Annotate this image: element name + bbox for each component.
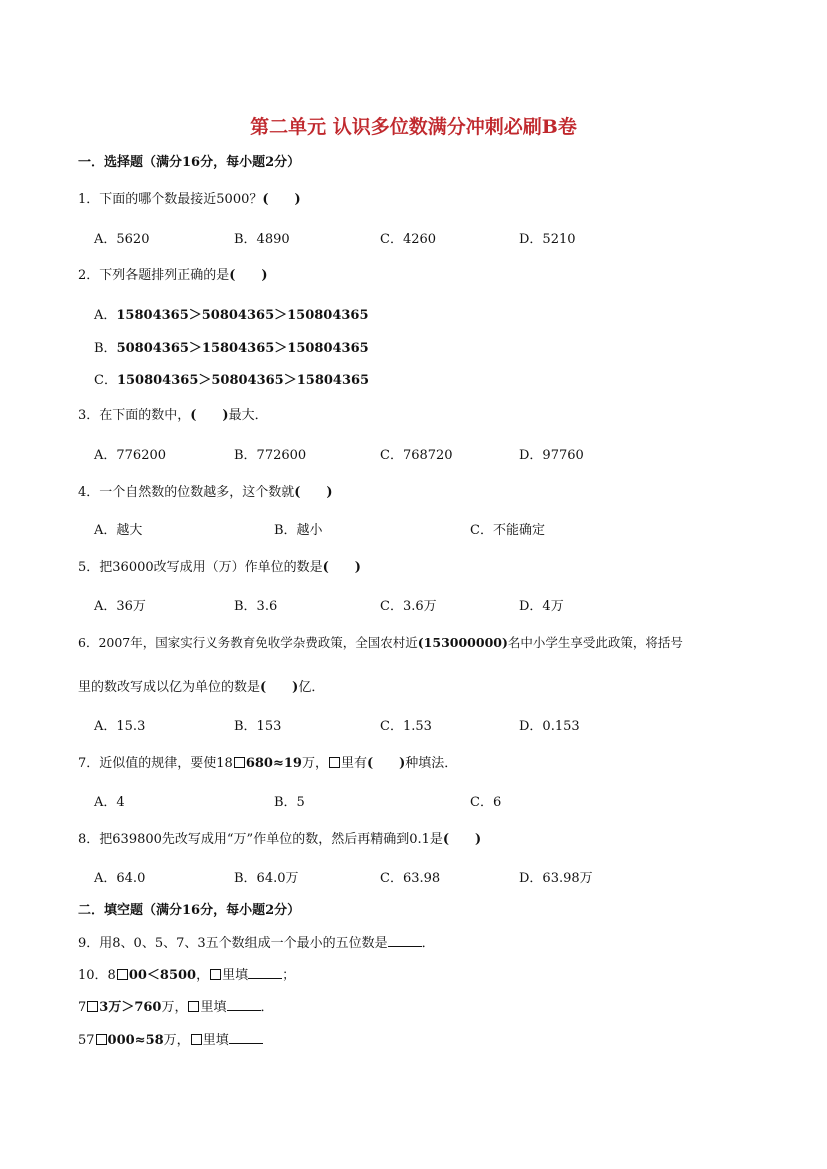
question-text: 里的数改写成以亿为单位的数是 (78, 680, 261, 695)
option-a: A．5620 (94, 232, 150, 247)
answer-paren: ( ) (294, 485, 333, 500)
question-text: 3．在下面的数中， (78, 408, 191, 423)
option-c: C．63.98 (380, 871, 441, 886)
option-d: D．97760 (519, 448, 584, 463)
question-10-line-2 (78, 996, 274, 1015)
option-b: B．772600 (234, 448, 307, 463)
option-c: C．不能确定 (470, 523, 545, 538)
blank-box-icon (329, 757, 340, 768)
question-text: 5．把36000改写成用（万）作单位的数是 (78, 560, 323, 575)
question-text: 8．把639800先改写成用“万”作单位的数，然后再精确到0.1是 (78, 832, 443, 847)
option-b: B．64.0万 (234, 871, 299, 886)
section-heading-choice: 一．选择题（满分16分，每小题2分） (78, 155, 301, 170)
inequality-expression: 3万＞760 (99, 1000, 162, 1015)
page-title: 第二单元 认识多位数满分冲刺必刷B卷 (250, 116, 577, 138)
option-b: B．3.6 (234, 599, 278, 614)
option-a (94, 304, 369, 323)
question-text: 57 (78, 1033, 95, 1048)
question-text: 9．用8、0、5、7、3五个数组成一个最小的五位数是 (78, 936, 388, 951)
answer-paren: ( ) (322, 560, 361, 575)
answer-paren: ( ) (442, 832, 482, 847)
question-text-cont: 名中小学生享受此政策，将括号 (507, 635, 683, 650)
blank-box-icon (191, 1034, 202, 1045)
option-c: C．768720 (380, 448, 453, 463)
answer-paren: ( ) (366, 756, 406, 771)
answer-blank[interactable] (227, 996, 261, 1011)
question-text: 2．下列各题排列正确的是 (78, 268, 230, 283)
option-value: 150804365＞50804365＞15804365 (116, 373, 370, 388)
answer-paren: ( ) (260, 680, 299, 695)
option-c (94, 369, 369, 388)
option-d: D．0.153 (519, 719, 580, 734)
option-b (94, 337, 369, 356)
question-text: 4．一个自然数的位数越多，这个数就 (78, 485, 295, 500)
question-text: 7．近似值的规律，要使18 (78, 756, 233, 771)
option-d: D．4万 (519, 599, 564, 614)
option-a: A．64.0 (94, 871, 146, 886)
blank-box-icon (188, 1001, 199, 1012)
answer-paren: ( ) (229, 268, 268, 283)
question-text-cont: 万， (301, 756, 328, 771)
answer-blank[interactable] (248, 964, 282, 979)
option-b: B．越小 (274, 523, 323, 538)
question-7 (78, 752, 457, 771)
question-text-cont: 万， (161, 1000, 188, 1015)
option-c: C．6 (470, 795, 502, 810)
question-10-line-3 (78, 1029, 263, 1048)
question-1 (78, 188, 301, 207)
option-a: A．4 (94, 795, 125, 810)
question-4 (78, 481, 333, 500)
approx-expression: 000≈58 (107, 1033, 164, 1048)
question-tail: 种填法． (405, 756, 458, 771)
answer-paren: ( ) (190, 408, 229, 423)
option-label: C． (94, 373, 117, 388)
option-c: C．4260 (380, 232, 437, 247)
option-label: B． (94, 341, 117, 356)
option-label: A． (94, 308, 117, 323)
question-text: 10．8 (78, 968, 116, 983)
question-6-line-1 (78, 633, 683, 651)
blank-box-icon (96, 1034, 107, 1045)
question-tail: ． (260, 1000, 274, 1015)
option-b: B．153 (234, 719, 282, 734)
option-b: B．5 (274, 795, 305, 810)
answer-blank[interactable] (388, 932, 422, 947)
question-10-line-1 (78, 964, 295, 983)
option-c: C．3.6万 (380, 599, 437, 614)
option-a: A．越大 (94, 523, 143, 538)
question-text-cont: 万， (163, 1033, 190, 1048)
approx-expression: 680≈19 (245, 756, 302, 771)
question-3 (78, 404, 268, 423)
option-b: B．4890 (234, 232, 290, 247)
option-a: A．776200 (94, 448, 167, 463)
question-text: 7 (78, 1000, 87, 1015)
option-d: D．5210 (519, 232, 576, 247)
question-tail: 亿． (298, 680, 325, 695)
question-8 (78, 828, 481, 847)
question-text-cont: 里有 (340, 756, 367, 771)
option-value: 50804365＞15804365＞150804365 (116, 341, 369, 356)
blank-box-icon (117, 969, 128, 980)
blank-box-icon (87, 1001, 98, 1012)
question-9 (78, 932, 435, 951)
bracket-number: (153000000) (417, 635, 508, 650)
question-tail: ； (282, 968, 296, 983)
option-a: A．15.3 (94, 719, 146, 734)
answer-paren: ( ) (262, 192, 301, 207)
blank-box-icon (210, 969, 221, 980)
blank-box-icon (234, 757, 245, 768)
section-heading-fill: 二．填空题（满分16分，每小题2分） (78, 903, 301, 918)
inequality-expression: 00＜8500 (128, 968, 197, 983)
question-text: 6．2007年，国家实行义务教育免收学杂费政策，全国农村近 (78, 635, 418, 650)
answer-blank[interactable] (229, 1029, 263, 1044)
question-text-cont: ， (196, 968, 210, 983)
option-d: D．63.98万 (519, 871, 593, 886)
question-tail: 最大． (228, 408, 268, 423)
option-value: 15804365＞50804365＞150804365 (116, 308, 369, 323)
option-c: C．1.53 (380, 719, 432, 734)
question-2 (78, 264, 268, 283)
question-text-cont: 里填 (202, 1033, 229, 1048)
question-text: 1．下面的哪个数最接近5000？ (78, 192, 263, 207)
question-text-cont: 里填 (222, 968, 249, 983)
question-text-cont: 里填 (200, 1000, 227, 1015)
question-5 (78, 556, 361, 575)
question-tail: ． (421, 936, 435, 951)
option-a: A．36万 (94, 599, 146, 614)
question-6-line-2 (78, 676, 324, 695)
